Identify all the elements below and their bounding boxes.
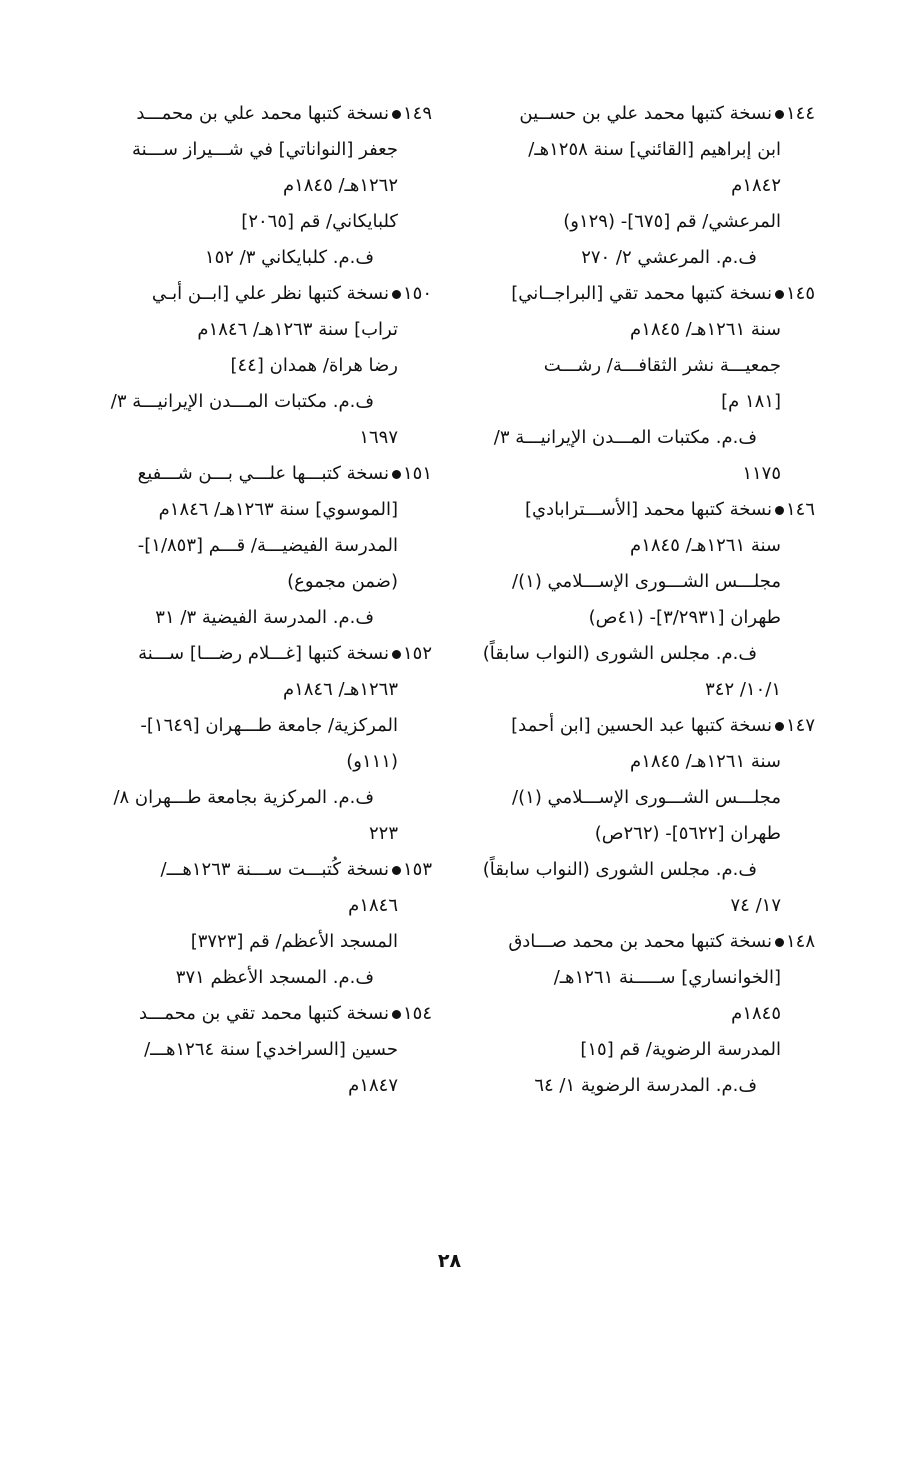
catalog-entry [470, 276, 815, 492]
reference-continuation-line: ١٧/ ٧٤ [730, 895, 781, 916]
entry-heading-line [92, 636, 432, 672]
entry-detail-line: ١٨٤٦م [348, 895, 398, 916]
catalog-entry [470, 96, 815, 276]
reference-line: ف.م. كلبايكاني ٣/ ١٥٢ [204, 247, 374, 268]
reference-line: ف.م. المدرسة الفيضية ٣/ ٣١ [155, 607, 374, 628]
entry-detail-line: [الموسوي] سنة ١٢٦٣هـ/ ١٨٤٦م [158, 499, 398, 520]
entry-detail-line: سنة ١٢٦١هـ/ ١٨٤٥م [630, 319, 781, 340]
bullet-icon [392, 1010, 401, 1019]
entry-detail-line: ١٢٦٢هـ/ ١٨٤٥م [282, 175, 398, 196]
reference-continuation-line: ١٠/١/ ٣٤٢ [705, 679, 781, 700]
right-column [470, 96, 815, 1104]
entry-detail-line: كلبايكاني/ قم [٢٠٦٥] [241, 211, 398, 232]
entry-number: ١٥٠ [402, 283, 432, 304]
bullet-icon [392, 290, 401, 299]
entry-detail-line: طهران [٥٦٢٢]- (٢٦٢ص) [594, 823, 781, 844]
entry-detail-line: [١٨١ م] [721, 391, 781, 412]
catalog-entry [92, 276, 432, 456]
entry-detail-line: حسين [السراخدي] سنة ١٢٦٤هـــ/ [144, 1039, 398, 1060]
bullet-icon [392, 470, 401, 479]
entry-number: ١٤٧ [785, 715, 815, 736]
entry-detail-line: ١٢٦٣هـ/ ١٨٤٦م [282, 679, 398, 700]
catalog-entry [92, 996, 432, 1104]
entry-detail-line: تراب] سنة ١٢٦٣هـ/ ١٨٤٦م [197, 319, 398, 340]
entry-line-text: نسخة كتبها محمد تقي [البراجــاني] [511, 283, 772, 304]
entry-line-text: نسخة كتبها نظر علي [ابــن أبـي [151, 283, 389, 304]
entry-detail-line: رضا هراة/ همدان [٤٤] [230, 355, 398, 376]
reference-continuation-line: ٢٢٣ [368, 823, 398, 844]
entry-heading-line [92, 456, 432, 492]
entry-line-text: نسخة كُتبـــت ســـنة ١٢٦٣هـــ/ [160, 859, 389, 880]
entry-heading-line [92, 852, 432, 888]
entry-line-text: نسخة كتبها محمد علي بن محمـــد [136, 103, 389, 124]
catalog-entry [92, 96, 432, 276]
entry-detail-line: جعفر [النواناتي] في شـــيراز ســـنة [131, 139, 398, 160]
reference-line: ف.م. المركزية بجامعة طـــهران ٨/ [113, 787, 374, 808]
entry-detail-line: ١٨٤٥م [731, 1003, 781, 1024]
entry-line-text: نسخة كتبـــها علـــي بـــن شـــفيع [137, 463, 389, 484]
left-column [92, 96, 432, 1104]
entry-number: ١٥٢ [402, 643, 432, 664]
entry-heading-line [92, 96, 432, 132]
entry-number: ١٥٤ [402, 1003, 432, 1024]
entry-number: ١٤٦ [785, 499, 815, 520]
entry-detail-line: (١١١و) [346, 751, 398, 772]
entry-line-text: نسخة كتبها محمد [الأســـترابادي] [524, 499, 772, 520]
entry-number: ١٤٩ [402, 103, 432, 124]
page-number: ٢٨ [437, 1250, 462, 1272]
entry-detail-line: طهران [٣/٢٩٣١]- (٤١ص) [588, 607, 781, 628]
entry-detail-line: ابن إبراهيم [القائني] سنة ١٢٥٨هـ/ [528, 139, 781, 160]
entry-detail-line: مجلـــس الشـــورى الإســـلامي (١)/ [512, 787, 781, 808]
entry-heading-line [470, 492, 815, 528]
entry-heading-line [470, 96, 815, 132]
entry-number: ١٤٨ [785, 931, 815, 952]
reference-line: ف.م. مجلس الشورى (النواب سابقاً) [482, 643, 757, 664]
entry-number: ١٤٥ [785, 283, 815, 304]
entry-detail-line: ١٨٤٢م [731, 175, 781, 196]
reference-line: ف.م. المرعشي ٢/ ٢٧٠ [581, 247, 757, 268]
entry-heading-line [470, 924, 815, 960]
entry-line-text: نسخة كتبها محمد علي بن حســين [519, 103, 772, 124]
bullet-icon [775, 290, 784, 299]
catalog-entry [470, 708, 815, 924]
entry-number: ١٥١ [402, 463, 432, 484]
reference-continuation-line: ١٦٩٧ [359, 427, 398, 448]
bullet-icon [775, 938, 784, 947]
reference-line: ف.م. مكتبات المـــدن الإيرانيـــة ٣/ [110, 391, 374, 412]
entry-detail-line: سنة ١٢٦١هـ/ ١٨٤٥م [630, 535, 781, 556]
entry-heading-line [92, 276, 432, 312]
bullet-icon [775, 110, 784, 119]
catalog-entry [470, 492, 815, 708]
entry-detail-line: المدرسة الرضوية/ قم [١٥] [580, 1039, 781, 1060]
catalog-entry [92, 852, 432, 996]
entry-line-text: نسخة كتبها محمد بن محمد صـــادق [508, 931, 772, 952]
entry-detail-line: [الخوانساري] ســـــنة ١٢٦١هـ/ [553, 967, 781, 988]
entry-detail-line: المدرسة الفيضيـــة/ قـــم [١/٨٥٣]- [137, 535, 398, 556]
bullet-icon [392, 110, 401, 119]
reference-line: ف.م. المسجد الأعظم ٣٧١ [175, 967, 374, 988]
reference-line: ف.م. مجلس الشورى (النواب سابقاً) [482, 859, 757, 880]
bullet-icon [775, 506, 784, 515]
entry-line-text: نسخة كتبها محمد تقي بن محمـــد [138, 1003, 389, 1024]
entry-heading-line [470, 708, 815, 744]
entry-detail-line: المرعشي/ قم [٦٧٥]- (١٢٩و) [563, 211, 781, 232]
entry-detail-line: (ضمن مجموع) [287, 571, 398, 592]
entry-line-text: نسخة كتبها عبد الحسين [ابن أحمد] [511, 715, 772, 736]
entry-detail-line: المركزية/ جامعة طـــهران [١٦٤٩]- [140, 715, 398, 736]
reference-continuation-line: ١١٧٥ [742, 463, 781, 484]
entry-detail-line: ١٨٤٧م [348, 1075, 398, 1096]
entry-detail-line: المسجد الأعظم/ قم [٣٧٢٣] [190, 931, 398, 952]
entry-number: ١٥٣ [402, 859, 432, 880]
bullet-icon [392, 650, 401, 659]
entry-heading-line [470, 276, 815, 312]
entry-heading-line [92, 996, 432, 1032]
entry-number: ١٤٤ [785, 103, 815, 124]
reference-line: ف.م. مكتبات المـــدن الإيرانيـــة ٣/ [493, 427, 757, 448]
bullet-icon [392, 866, 401, 875]
catalog-entry [470, 924, 815, 1104]
entry-detail-line: جمعيـــة نشر الثقافـــة/ رشـــت [543, 355, 781, 376]
catalog-entry [92, 456, 432, 636]
entry-line-text: نسخة كتبها [غـــلام رضـــا] ســـنة [138, 643, 389, 664]
entry-detail-line: سنة ١٢٦١هـ/ ١٨٤٥م [630, 751, 781, 772]
entry-detail-line: مجلـــس الشـــورى الإســـلامي (١)/ [512, 571, 781, 592]
bullet-icon [775, 722, 784, 731]
reference-line: ف.م. المدرسة الرضوية ١/ ٦٤ [534, 1075, 757, 1096]
catalog-entry [92, 636, 432, 852]
